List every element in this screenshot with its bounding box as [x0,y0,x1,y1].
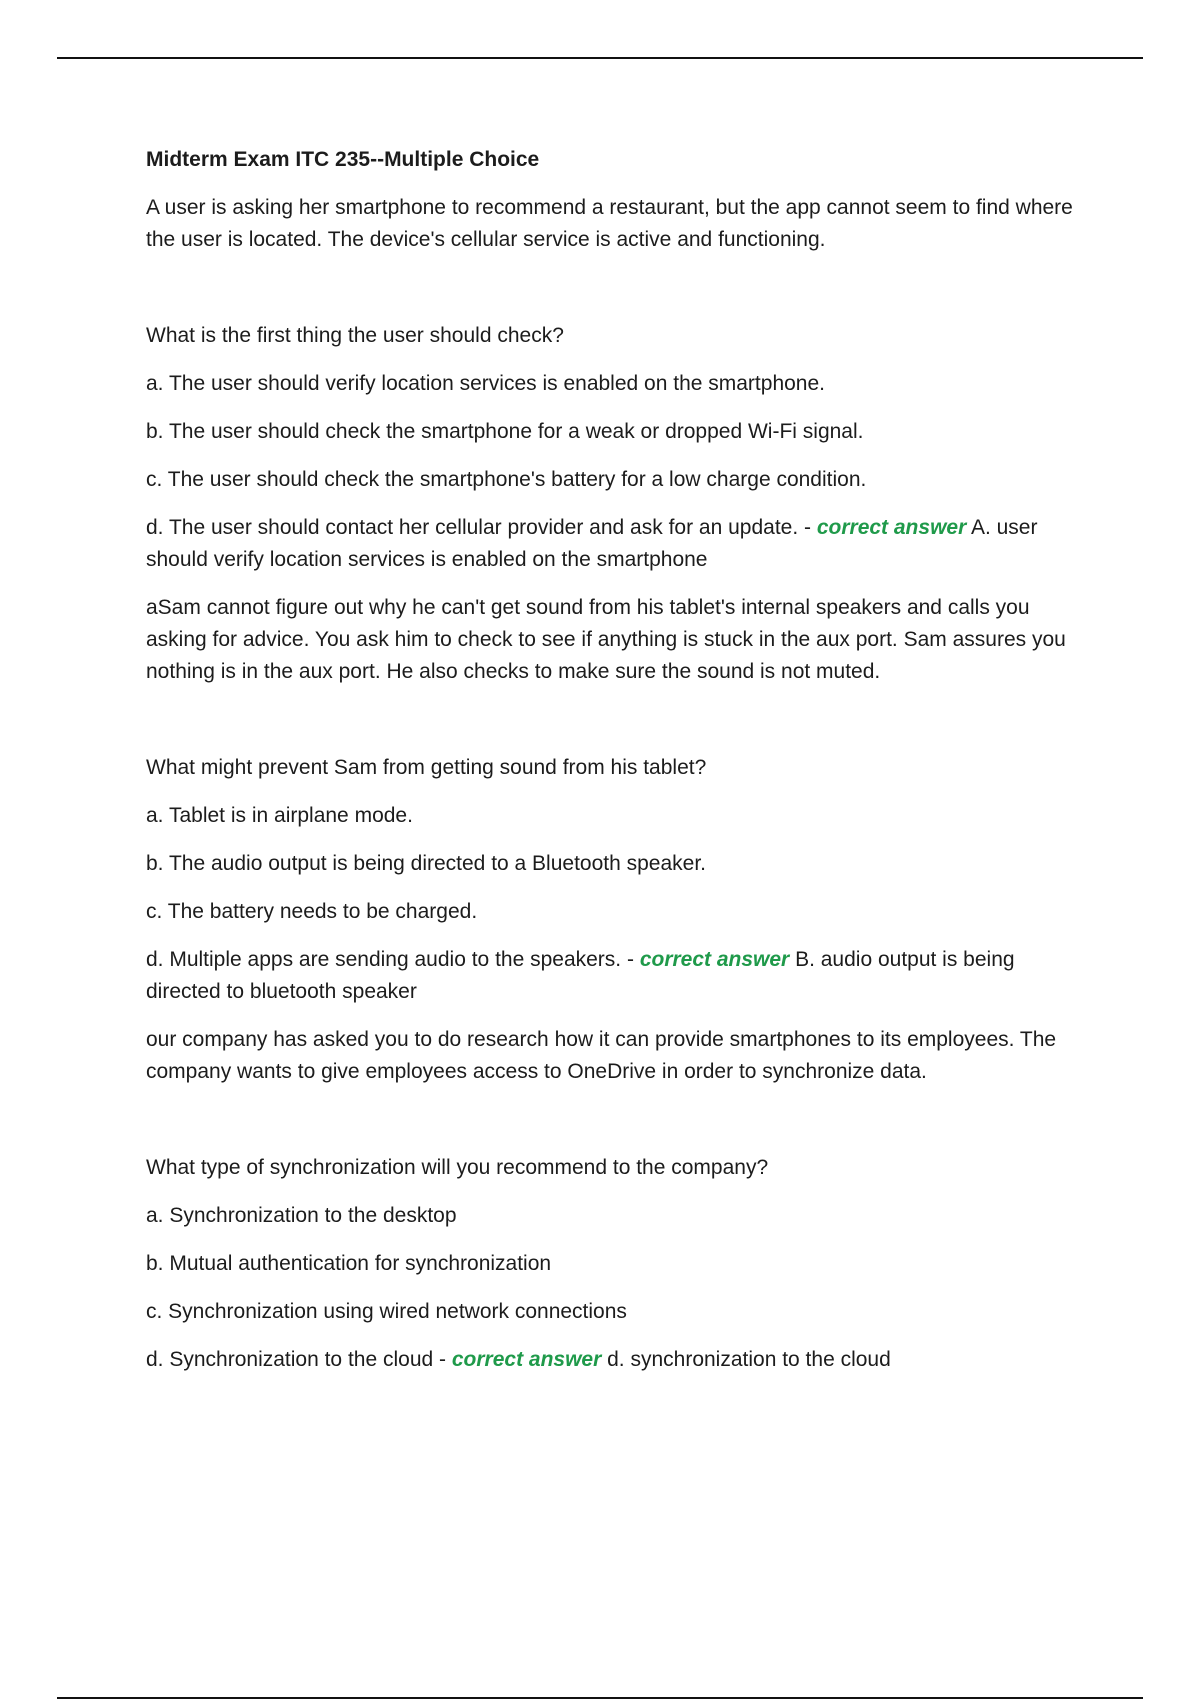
spacer [146,1104,1086,1152]
question-2 [146,592,1086,1008]
document-title: Midterm Exam ITC 235--Multiple Choice [146,148,540,171]
correct-answer-label: correct answer [451,1348,602,1371]
document-body [146,146,1086,1392]
bottom-rule [57,1697,1143,1699]
option-d-with-answer [146,512,1086,576]
question-3 [146,1024,1086,1376]
answer-separator: - [621,948,640,971]
option-a: a. Tablet is in airplane mode. [146,804,413,827]
correct-answer-label: correct answer [816,516,967,539]
answer-text: d. synchronization to the cloud [601,1348,891,1371]
option-c: c. Synchronization using wired network connections [146,1300,627,1323]
option-d: d. Multiple apps are sending audio to the speakers. [146,948,622,971]
option-b: b. The audio output is being directed to a Bluetooth speaker. [146,852,707,875]
option-d-with-answer [146,1344,1086,1376]
question-prompt: What type of synchronization will you recommend to the company? [146,1156,769,1179]
option-c: c. The battery needs to be charged. [146,900,478,923]
question-scenario: aSam cannot figure out why he can't get sound from his tablet's internal speakers and calls you asking for advice. You ask him to check to see if anything is stuck in the aux port. Sam assures you nothing is in the aux port. He also checks to make sure the sound is not muted. [146,596,1066,683]
answer-separator: - [798,516,817,539]
answer-text: A. user should verify location services is enabled on the smartphone [146,516,1038,571]
question-scenario: A user is asking her smartphone to recommend a restaurant, but the app cannot seem to find where the user is located. The device's cellular service is active and functioning. [146,196,1073,251]
question-prompt: What might prevent Sam from getting sound from his tablet? [146,756,707,779]
question-scenario: our company has asked you to do research how it can provide smartphones to its employees. The company wants to give employees access to OneDrive in order to synchronize data. [146,1028,1057,1083]
option-a: a. Synchronization to the desktop [146,1204,457,1227]
answer-separator: - [433,1348,452,1371]
correct-answer-label: correct answer [639,948,790,971]
spacer [146,704,1086,752]
option-b: b. The user should check the smartphone for a weak or dropped Wi-Fi signal. [146,420,864,443]
question-prompt: What is the first thing the user should check? [146,324,564,347]
spacer [146,272,1086,320]
option-b: b. Mutual authentication for synchronization [146,1252,552,1275]
option-c: c. The user should check the smartphone's battery for a low charge condition. [146,468,867,491]
answer-text: B. audio output is being directed to bluetooth speaker [146,948,1015,1003]
option-d: d. Synchronization to the cloud [146,1348,434,1371]
option-d-with-answer [146,944,1086,1008]
question-1 [146,192,1086,576]
top-rule [57,57,1143,59]
option-d: d. The user should contact her cellular provider and ask for an update. [146,516,799,539]
option-a: a. The user should verify location services is enabled on the smartphone. [146,372,825,395]
